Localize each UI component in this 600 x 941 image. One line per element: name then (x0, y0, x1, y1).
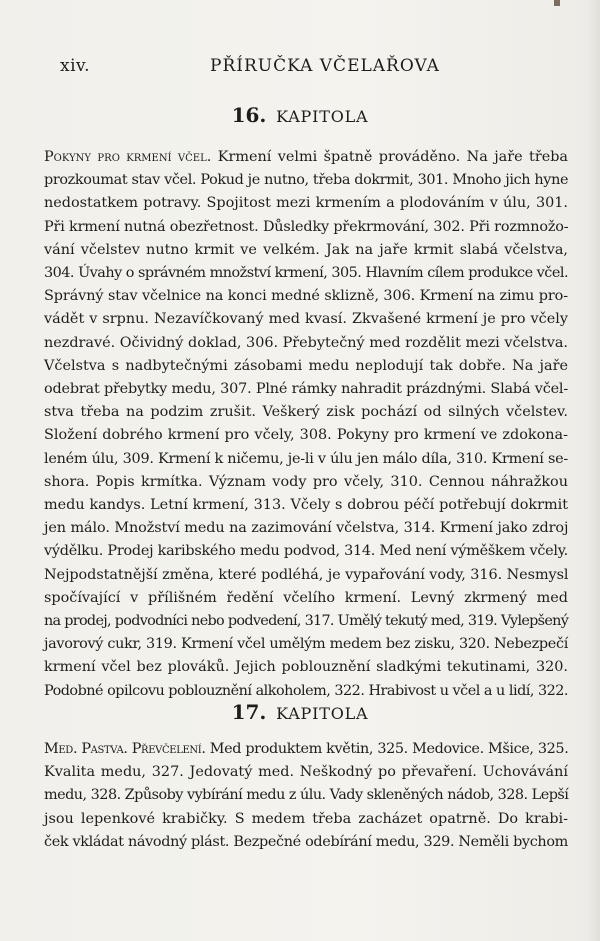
chapter-word: KAPITOLA (276, 107, 369, 126)
lead-phrase: Med. Pastva. Převčelení. (44, 741, 206, 757)
paragraph-line (44, 738, 568, 761)
paragraph-line: Kvalita medu, 327. Jedovatý med. Neškodný po převaření. Uchovávání (44, 764, 568, 781)
paragraph-line: vání včelstev nutno krmit ve velkém. Jak na jaře krmit slabá včelstva, (44, 241, 568, 258)
paragraph-line: javorový cukr, 319. Krmení včel umělým medem bez zisku, 320. Nebezpečí (44, 636, 568, 653)
paragraph-line: jen málo. Množství medu na zazimování včelstva, 314. Krmení jako zdroj (44, 520, 569, 537)
chapter-number: 16. (231, 103, 267, 127)
running-head (60, 56, 550, 82)
paragraph-line: odebrat přebytky medu, 307. Plné rámky nahradit prázdnými. Slabá včel- (44, 381, 568, 398)
paragraph-line: Podobné opilcovu poblouznění alkoholem, 322. Hrabivost u včel a u lidí, 322. (44, 682, 568, 699)
page-number: xiv. (60, 56, 91, 76)
paragraph-line: Při krmení nutná obezřetnost. Důsledky překrmování, 302. Při rozmnožo- (44, 218, 569, 235)
chapter-heading-17 (0, 700, 600, 724)
paragraph-line: jsou lepenkové krabičky. S medem třeba zacházet opatrně. Do krabi- (44, 810, 568, 827)
paragraph-line: Nejpodstatnější změna, které podléhá, je vypařování vody, 316. Nesmysl (44, 566, 569, 583)
paragraph-line: Správný stav včelnice na konci medné sklizně, 306. Krmení na zimu pro- (44, 288, 568, 305)
paragraph-line: prozkoumat stav včel. Pokud je nutno, třeba dokrmit, 301. Mnoho jich hyne (44, 172, 569, 189)
paragraph-line (44, 146, 568, 169)
chapter-16-summary (44, 146, 568, 703)
corner-mark (554, 0, 560, 6)
chapter-word: KAPITOLA (276, 704, 369, 723)
paragraph-line: nezdravé. Očividný doklad, 306. Přebytečný med rozdělit mezi včelstva. (44, 334, 568, 351)
paragraph-line: shora. Popis krmítka. Význam vody pro včely, 310. Cennou náhražkou (44, 473, 568, 490)
paragraph-line: Složení dobrého krmení pro včely, 308. Pokyny pro krmení ve zdokona- (44, 427, 568, 444)
chapter-heading-16 (0, 103, 600, 127)
paragraph-line: krmení včel bez plováků. Jejich poblouznění sladkými tekutinami, 320. (44, 659, 568, 676)
chapter-17-summary (44, 738, 568, 854)
paragraph-line: medu, 328. Způsoby vybírání medu z úlu. Vady skleněných nádob, 328. Lepší (44, 787, 569, 804)
paragraph-line: medu kandys. Letní krmení, 313. Včely s dobrou péčí potřebují dokrmit (44, 497, 568, 514)
paragraph-line: ček vkládat návodný plást. Bezpečné odebírání medu, 329. Neměli bychom (44, 833, 568, 850)
book-title: PŘÍRUČKA VČELAŘOVA (210, 56, 440, 76)
page-edge-shadow (586, 0, 600, 941)
paragraph-line: spočívající v přílišném ředění včelího krmení. Levný zkrmený med (44, 589, 568, 606)
paragraph-line: stva třeba na podzim zrušit. Veškerý zisk pochází od silných včelstev. (44, 404, 568, 421)
line-text: Krmení velmi špatně prováděno. Na jaře třeba (211, 149, 569, 165)
paragraph-line: leném úlu, 309. Krmení k ničemu, je-li v úlu jen málo díla, 310. Krmení se- (44, 450, 568, 467)
chapter-number: 17. (231, 700, 267, 724)
paragraph-line: Včelstva s nadbytečnými zásobami medu neplodují tak dobře. Na jaře (44, 357, 568, 374)
paragraph-line: 304. Úvahy o správném množství krmení, 305. Hlavním cílem produkce včel. (44, 265, 568, 282)
paragraph-line: výdělku. Prodej karibského medu podvod, 314. Med není výměškem včely. (44, 543, 568, 560)
paragraph-line: nedostatkem potravy. Spojitost mezi krmením a plodováním v úlu, 301. (44, 195, 568, 212)
lead-phrase: Pokyny pro krmení včel. (44, 149, 212, 165)
paragraph-line: vádět v srpnu. Nezavíčkovaný med kvasí. Zkvašené krmení je pro včely (44, 311, 568, 328)
paragraph-line: na prodej, podvodníci nebo podvedení, 317. Umělý tekutý med, 319. Vylepšený (44, 613, 569, 630)
line-text: Med produktem květin, 325. Medovice. Mšice, 325. (205, 741, 569, 757)
